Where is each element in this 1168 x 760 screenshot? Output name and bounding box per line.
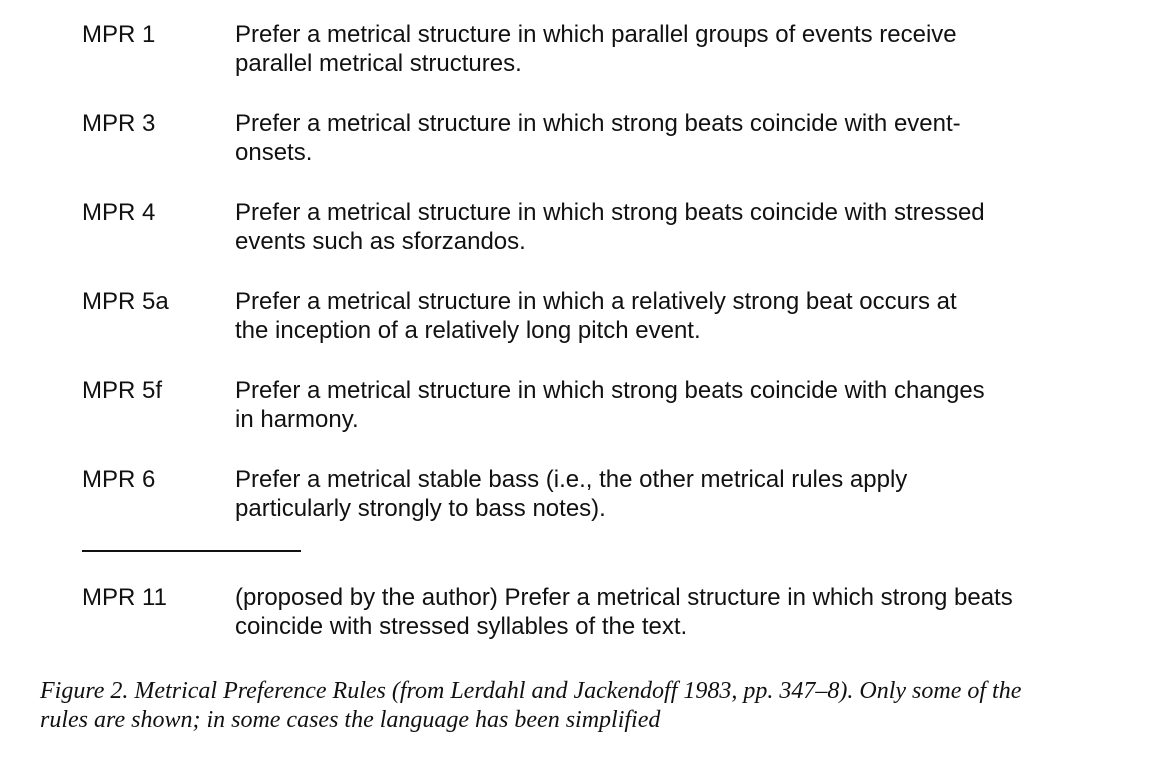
- rule-text: [235, 109, 1115, 167]
- rule-text-line: Prefer a metrical structure in which strong beats coincide with stressed: [235, 199, 985, 226]
- rule-text: [235, 287, 1115, 345]
- rule-text: [235, 198, 1115, 256]
- figure-caption: [40, 677, 1150, 735]
- rule-text-line: parallel metrical structures.: [235, 50, 522, 77]
- rule-id: MPR 3: [82, 110, 156, 137]
- rule-text-line: Prefer a metrical structure in which parallel groups of events receive: [235, 21, 957, 48]
- rule-text-line: in harmony.: [235, 406, 359, 433]
- rule-id: MPR 5a: [82, 288, 169, 315]
- rule-text-line: events such as sforzandos.: [235, 228, 526, 255]
- rule-text-line: Prefer a metrical structure in which a relatively strong beat occurs at: [235, 288, 957, 315]
- rule-text-line: coincide with stressed syllables of the text.: [235, 613, 688, 640]
- caption-line: Figure 2. Metrical Preference Rules (from Lerdahl and Jackendoff 1983, pp. 347–8). Only some of the: [40, 678, 1022, 704]
- rule-text-line: Prefer a metrical structure in which strong beats coincide with changes: [235, 377, 985, 404]
- caption-line: rules are shown; in some cases the language has been simplified: [40, 707, 661, 733]
- rule-text-line: the inception of a relatively long pitch event.: [235, 317, 701, 344]
- rule-text: [235, 20, 1115, 78]
- divider-line: [82, 550, 301, 552]
- rule-text-line: Prefer a metrical stable bass (i.e., the other metrical rules apply: [235, 466, 908, 493]
- rule-id: MPR 1: [82, 21, 156, 48]
- rule-text-line: onsets.: [235, 139, 313, 166]
- rule-id: MPR 5f: [82, 377, 163, 404]
- rule-text: [235, 465, 1115, 523]
- rule-text-line: particularly strongly to bass notes).: [235, 495, 606, 522]
- rule-text-line: Prefer a metrical structure in which strong beats coincide with event-: [235, 110, 961, 137]
- rule-text: [235, 376, 1115, 434]
- rule-id: MPR 6: [82, 466, 156, 493]
- rule-text: [235, 583, 1115, 641]
- rule-text-line: (proposed by the author) Prefer a metrical structure in which strong beats: [235, 584, 1013, 611]
- rule-id: MPR 11: [82, 584, 167, 611]
- rule-id: MPR 4: [82, 199, 156, 226]
